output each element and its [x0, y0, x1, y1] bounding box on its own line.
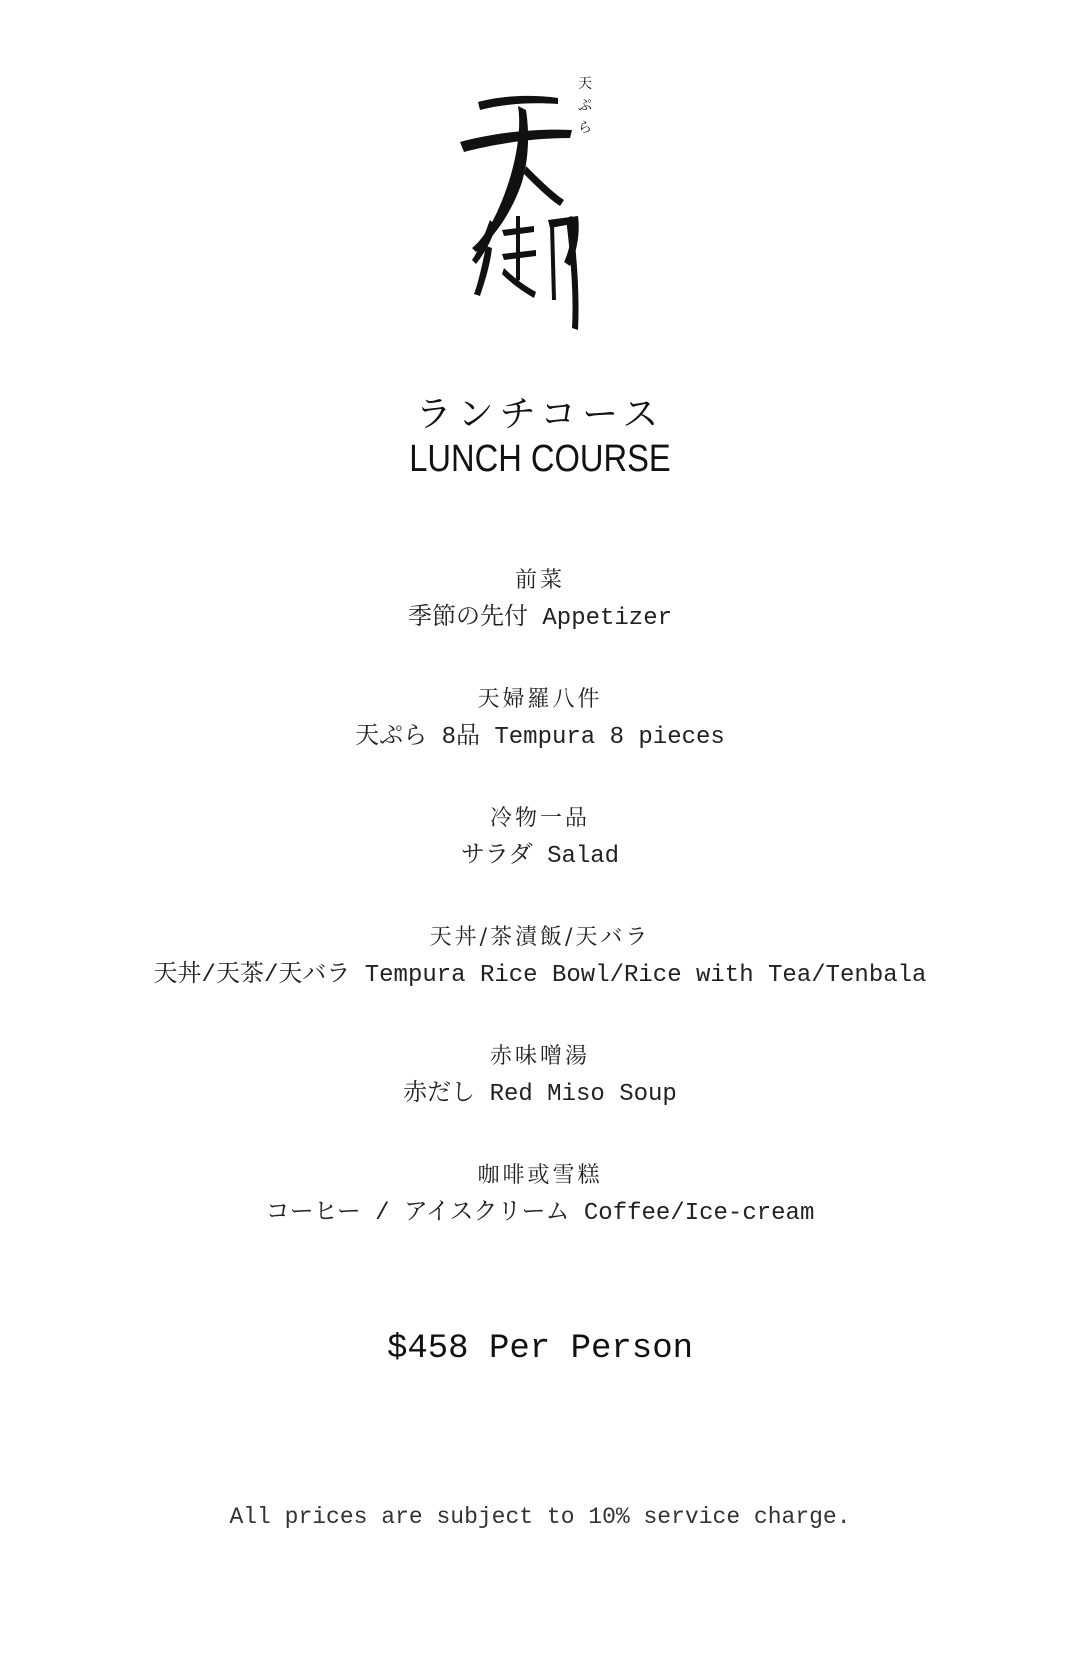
menu-title-japanese: ランチコース [415, 394, 665, 435]
course-description: 赤だし Red Miso Soup [403, 1081, 677, 1108]
course-item [0, 562, 1080, 681]
course-heading: 咖啡或雪糕 [477, 1163, 603, 1188]
course-item [0, 681, 1080, 800]
course-heading: 天丼/茶漬飯/天バラ [429, 925, 651, 950]
course-description: 天丼/天茶/天バラ Tempura Rice Bowl/Rice with Tea/Tenbala [153, 962, 927, 989]
course-heading: 前菜 [514, 568, 565, 593]
svg-text:ら: ら [578, 120, 592, 136]
svg-text:ぷ: ぷ [578, 98, 592, 114]
course-description: コーヒー / アイスクリーム Coffee/Ice-cream [265, 1200, 815, 1227]
course-item [0, 1157, 1080, 1276]
course-list [0, 562, 1080, 1276]
svg-text:天: 天 [578, 76, 592, 92]
course-description: 天ぷら 8品 Tempura 8 pieces [355, 724, 725, 751]
service-charge-note: All prices are subject to 10% service charge. [229, 1504, 851, 1530]
price-per-person: $458 Per Person [386, 1330, 694, 1368]
restaurant-logo [460, 70, 620, 330]
course-heading: 冷物一品 [489, 806, 590, 831]
menu-title-english: LUNCH COURSE [409, 438, 671, 480]
course-item [0, 800, 1080, 919]
course-item [0, 919, 1080, 1038]
calligraphy-logo-icon [460, 70, 620, 330]
course-description: サラダ Salad [460, 843, 620, 870]
course-description: 季節の先付 Appetizer [407, 605, 673, 632]
course-heading: 赤味噌湯 [489, 1044, 590, 1069]
course-item [0, 1038, 1080, 1157]
course-heading: 天婦羅八件 [477, 687, 603, 712]
